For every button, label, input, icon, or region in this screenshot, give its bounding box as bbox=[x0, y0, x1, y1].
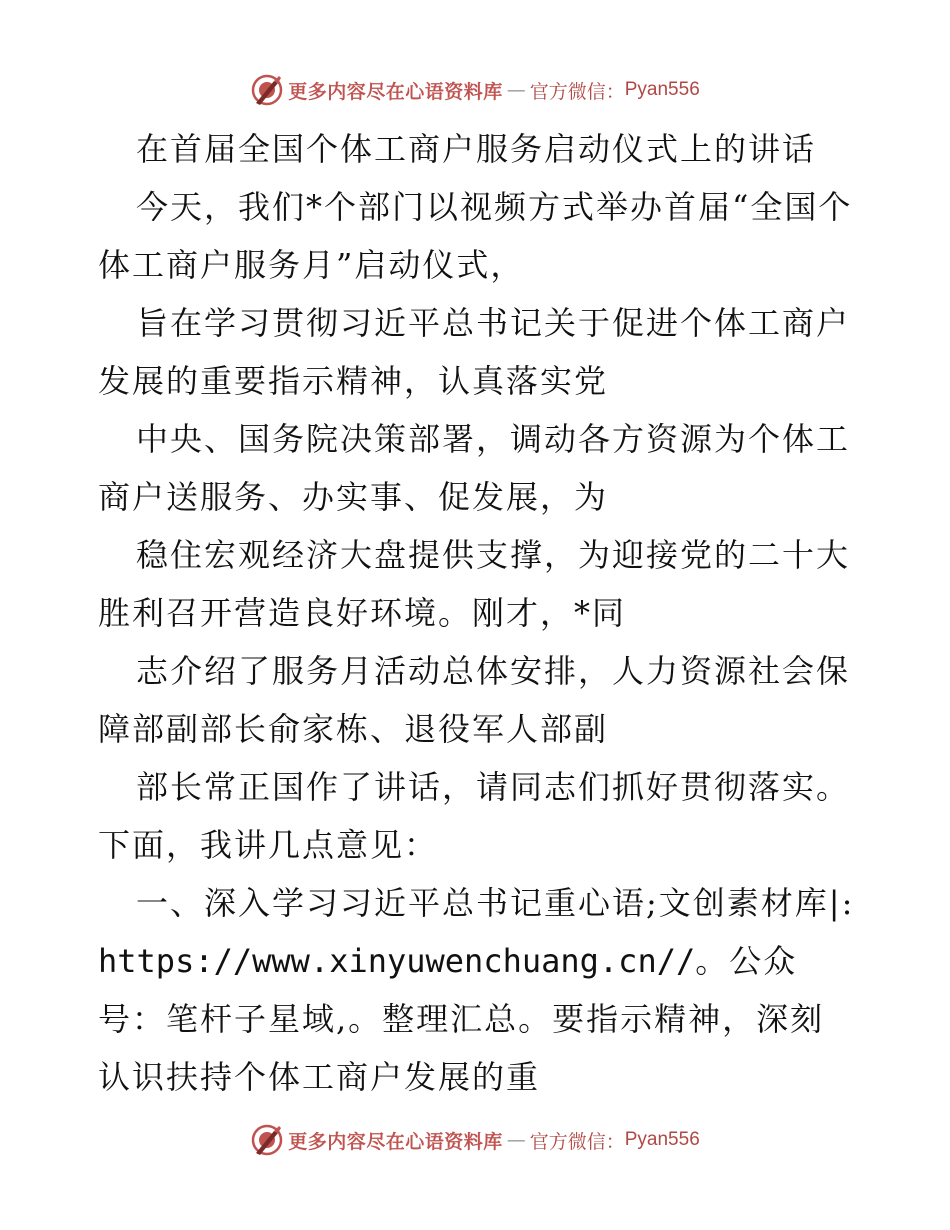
document-body bbox=[98, 120, 858, 1106]
brush-pen-logo-icon bbox=[250, 73, 284, 107]
website-url: https://www.xinyuwenchuang.cn// bbox=[98, 942, 696, 980]
banner-contact-label: 官方微信： bbox=[529, 1130, 625, 1153]
banner-contact-id: Pyan556 bbox=[624, 79, 700, 100]
banner-separator: — bbox=[506, 1129, 526, 1151]
banner-separator: — bbox=[506, 79, 526, 101]
paragraph: 稳住宏观经济大盘提供支撑，为迎接党的二十大胜利召开营造良好环境。刚才，*同 bbox=[98, 536, 851, 632]
paragraph-text-after-url: 。公众号：笔杆子星域,。整理汇总。要指示精神，深刻认识扶持个体工商户发展的重 bbox=[98, 942, 825, 1096]
banner-text: 更多内容尽在心语资料库 bbox=[288, 1130, 503, 1153]
paragraph: 中央、国务院决策部署，调动各方资源为个体工商户送服务、办实事、促发展，为 bbox=[98, 420, 851, 516]
header-banner bbox=[0, 70, 950, 110]
banner-contact-label: 官方微信： bbox=[529, 80, 625, 103]
brush-pen-logo-icon bbox=[250, 1123, 284, 1157]
paragraph: 部长常正国作了讲话，请同志们抓好贯彻落实。下面，我讲几点意见： bbox=[98, 768, 851, 864]
footer-banner bbox=[0, 1120, 950, 1160]
paragraph-with-url bbox=[98, 874, 858, 1106]
paragraph: 旨在学习贯彻习近平总书记关于促进个体工商户发展的重要指示精神，认真落实党 bbox=[98, 304, 851, 400]
paragraph: 今天，我们*个部门以视频方式举办首届“全国个体工商户服务月”启动仪式， bbox=[98, 188, 853, 284]
banner-contact-id: Pyan556 bbox=[624, 1129, 700, 1150]
document-title: 在首届全国个体工商户服务启动仪式上的讲话 bbox=[136, 130, 817, 168]
paragraph-text-before-url: 一、深入学习习近平总书记重心语;文创素材库|: bbox=[136, 884, 855, 922]
paragraph: 志介绍了服务月活动总体安排，人力资源社会保障部副部长俞家栋、退役军人部副 bbox=[98, 652, 851, 748]
banner-text: 更多内容尽在心语资料库 bbox=[288, 80, 503, 103]
